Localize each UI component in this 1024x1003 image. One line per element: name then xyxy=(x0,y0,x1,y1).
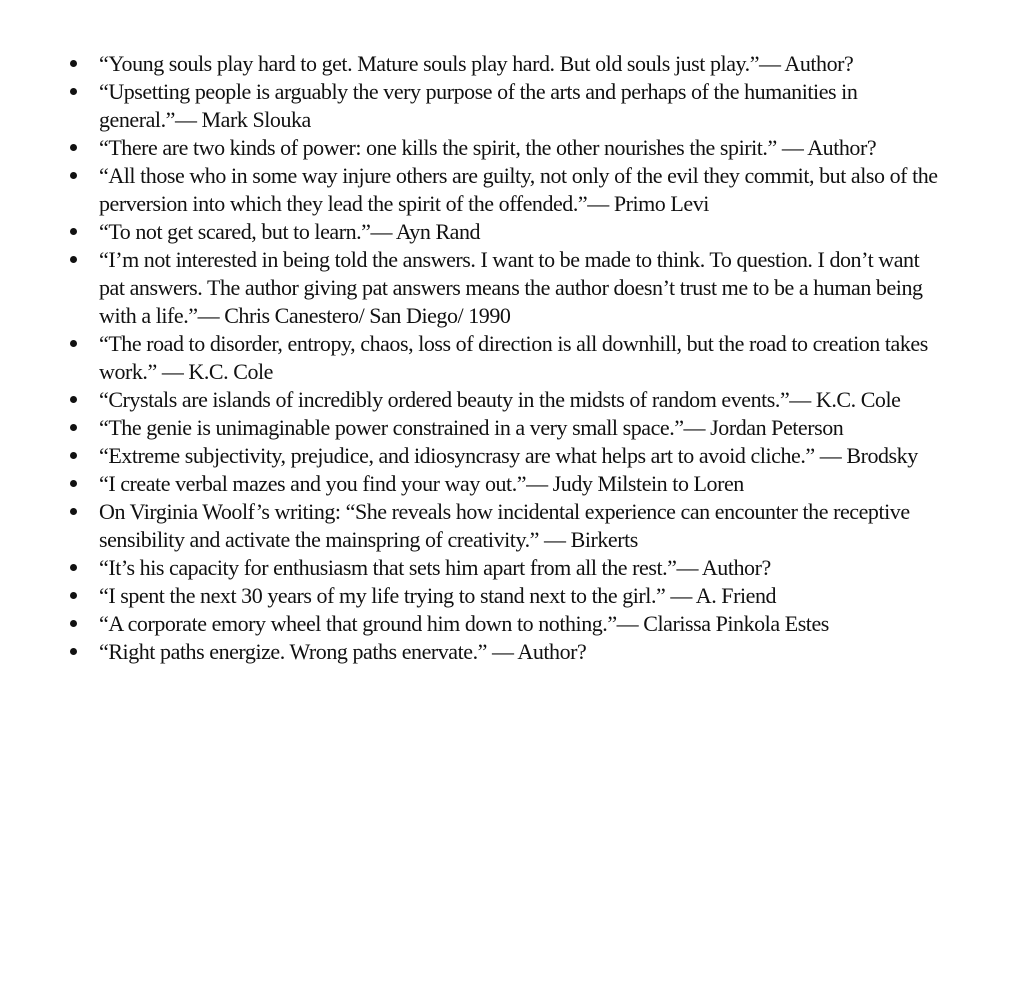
list-item xyxy=(99,218,944,246)
quote-text: “Young souls play hard to get. Mature souls play hard. But old souls just play.”— Author? xyxy=(99,51,854,76)
list-item xyxy=(99,50,944,78)
bullet-icon xyxy=(70,340,77,347)
quote-list xyxy=(99,50,944,666)
quote-text: On Virginia Woolf’s writing: “She reveals how incidental experience can encounter the receptive sensibility and activate the mainspring of creativity.” — Birkerts xyxy=(99,499,910,552)
list-item xyxy=(99,470,944,498)
bullet-icon xyxy=(70,88,77,95)
list-item xyxy=(99,554,944,582)
quote-text: “There are two kinds of power: one kills the spirit, the other nourishes the spirit.” — Author? xyxy=(99,135,877,160)
bullet-icon xyxy=(70,648,77,655)
bullet-icon xyxy=(70,508,77,515)
quote-text: “The road to disorder, entropy, chaos, loss of direction is all downhill, but the road to creation takes work.” — K.C. Cole xyxy=(99,331,928,384)
bullet-icon xyxy=(70,60,77,67)
bullet-icon xyxy=(70,480,77,487)
list-item xyxy=(99,442,944,470)
bullet-icon xyxy=(70,256,77,263)
list-item xyxy=(99,330,944,386)
bullet-icon xyxy=(70,144,77,151)
bullet-icon xyxy=(70,620,77,627)
quote-text: “It’s his capacity for enthusiasm that sets him apart from all the rest.”— Author? xyxy=(99,555,771,580)
list-item xyxy=(99,582,944,610)
bullet-icon xyxy=(70,396,77,403)
list-item xyxy=(99,610,944,638)
list-item xyxy=(99,638,944,666)
quote-text: “I create verbal mazes and you find your way out.”— Judy Milstein to Loren xyxy=(99,471,744,496)
quote-text: “Extreme subjectivity, prejudice, and idiosyncrasy are what helps art to avoid cliche.” — Brodsky xyxy=(99,443,918,468)
quote-text: “The genie is unimaginable power constrained in a very small space.”— Jordan Peterson xyxy=(99,415,844,440)
list-item xyxy=(99,386,944,414)
quote-text: “All those who in some way injure others are guilty, not only of the evil they commit, but also of the perversion into which they lead the spirit of the offended.”— Primo Levi xyxy=(99,163,938,216)
list-item xyxy=(99,246,944,330)
list-item xyxy=(99,498,944,554)
bullet-icon xyxy=(70,172,77,179)
quote-text: “A corporate emory wheel that ground him down to nothing.”— Clarissa Pinkola Estes xyxy=(99,611,829,636)
list-item xyxy=(99,162,944,218)
list-item xyxy=(99,414,944,442)
quote-text: “Right paths energize. Wrong paths enervate.” — Author? xyxy=(99,639,587,664)
quote-text: “I spent the next 30 years of my life trying to stand next to the girl.” — A. Friend xyxy=(99,583,777,608)
bullet-icon xyxy=(70,228,77,235)
list-item xyxy=(99,134,944,162)
bullet-icon xyxy=(70,424,77,431)
quote-text: “To not get scared, but to learn.”— Ayn Rand xyxy=(99,219,481,244)
bullet-icon xyxy=(70,452,77,459)
quote-text: “I’m not interested in being told the answers. I want to be made to think. To question. I don’t want pat answers. The author giving pat answers means the author doesn’t trust me to be a human being with a life.”— Chris Canestero/ San Diego/ 1990 xyxy=(99,247,923,328)
list-item xyxy=(99,78,944,134)
quote-text: “Crystals are islands of incredibly ordered beauty in the midsts of random events.”— K.C. Cole xyxy=(99,387,901,412)
bullet-icon xyxy=(70,564,77,571)
quote-text: “Upsetting people is arguably the very purpose of the arts and perhaps of the humanities in general.”— Mark Slouka xyxy=(99,79,858,132)
bullet-icon xyxy=(70,592,77,599)
